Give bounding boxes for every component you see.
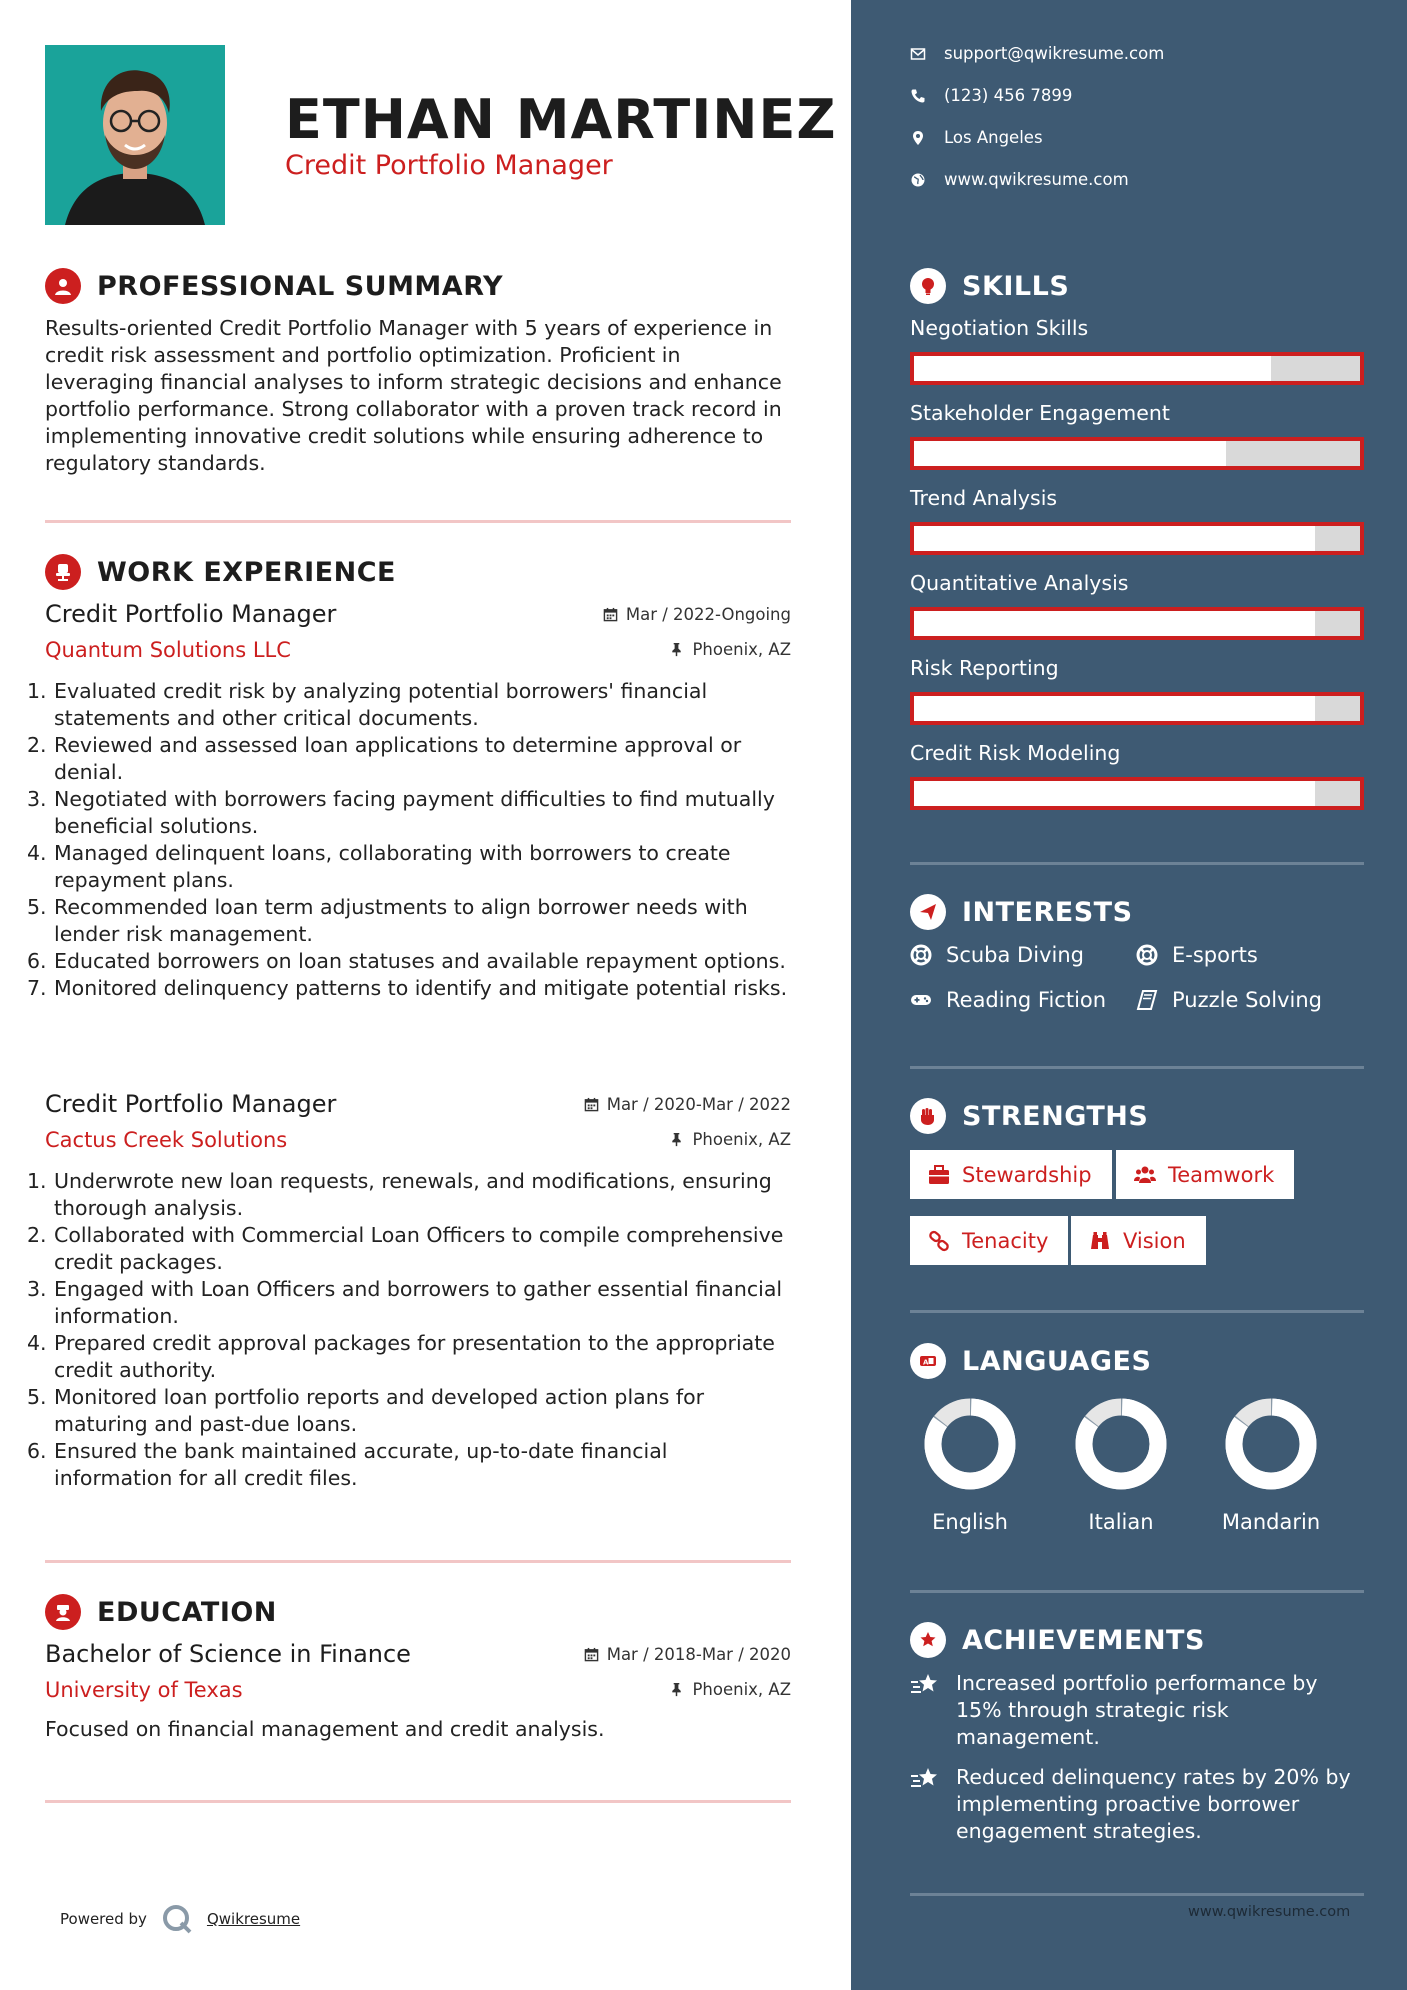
job-entry: [27, 600, 791, 1002]
skill-level-fill: [914, 781, 1315, 806]
footer-website[interactable]: www.qwikresume.com: [1188, 1904, 1351, 1920]
education-date: [584, 1645, 791, 1664]
education-heading-text: EDUCATION: [97, 1596, 277, 1628]
achievements-heading-text: ACHIEVEMENTS: [962, 1624, 1205, 1656]
skills-heading: [910, 268, 1069, 304]
summary-heading-text: PROFESSIONAL SUMMARY: [97, 270, 504, 302]
skill-level-fill: [914, 611, 1315, 636]
language-item: [1201, 1396, 1341, 1534]
skill-level-bar: [910, 522, 1364, 555]
job-location-text: Phoenix, AZ: [692, 640, 791, 659]
binoculars-icon: [1089, 1230, 1111, 1252]
section-divider: [45, 1560, 791, 1563]
contact-location: [910, 128, 1043, 147]
achievement-text: Increased portfolio performance by 15% through strategic risk management.: [956, 1671, 1318, 1749]
calendar-icon: [584, 1097, 599, 1112]
job-title: Credit Portfolio Manager: [45, 600, 337, 628]
strength-tag: [1071, 1216, 1206, 1265]
skills-heading-text: SKILLS: [962, 270, 1070, 302]
lifebuoy-icon: [1136, 944, 1158, 966]
job-bullets: [27, 678, 791, 1002]
languages-heading-text: LANGUAGES: [962, 1345, 1152, 1377]
skill-item: [910, 741, 1364, 810]
qwikresume-logo-icon: [161, 1903, 193, 1935]
achievement-text: Reduced delinquency rates by 20% by implementing proactive borrower engagement strategies.: [956, 1765, 1351, 1843]
contact-email[interactable]: [910, 44, 1164, 63]
translate-icon: [910, 1343, 946, 1379]
contact-phone: [910, 86, 1072, 105]
school-name: University of Texas: [45, 1678, 243, 1702]
pushpin-icon: [669, 1682, 684, 1697]
list-item: 6. Educated borrowers on loan statuses and available repayment options.: [27, 949, 786, 973]
list-item: 4. Managed delinquent loans, collaborating with borrowers to create repayment plans.: [27, 841, 731, 892]
users-icon: [1134, 1164, 1156, 1186]
interests-heading: [910, 894, 1133, 930]
person-portrait-icon: [45, 45, 225, 225]
pushpin-icon: [669, 1132, 684, 1147]
interest-item: [1136, 988, 1322, 1012]
list-item: 3. Engaged with Loan Officers and borrowers to gather essential financial information.: [27, 1277, 783, 1328]
list-item: 1. Evaluated credit risk by analyzing potential borrowers' financial statements and other critical documents.: [27, 679, 708, 730]
language-level-ring: [1073, 1396, 1169, 1492]
interests-heading-text: INTERESTS: [962, 896, 1133, 928]
skill-name: Quantitative Analysis: [910, 571, 1129, 595]
strength-tag: [910, 1216, 1068, 1265]
job-location: [669, 640, 791, 659]
experience-heading: [45, 554, 396, 590]
degree-title: Bachelor of Science in Finance: [45, 1640, 411, 1668]
job-date-text: Mar / 2020-Mar / 2022: [606, 1095, 791, 1114]
calendar-icon: [584, 1647, 599, 1662]
language-name: Italian: [1088, 1510, 1154, 1534]
experience-heading-text: WORK EXPERIENCE: [97, 556, 396, 588]
strength-label: Stewardship: [962, 1162, 1092, 1187]
skill-name: Negotiation Skills: [910, 316, 1089, 340]
globe-icon: [910, 172, 926, 188]
svg-text:A: A: [923, 1358, 929, 1367]
strength-label: Vision: [1123, 1228, 1186, 1253]
strength-tag: [910, 1150, 1112, 1199]
list-item: 2. Collaborated with Commercial Loan Officers to compile comprehensive credit packages.: [27, 1223, 784, 1274]
language-item: [1051, 1396, 1191, 1534]
strength-label: Tenacity: [962, 1228, 1049, 1253]
language-level-ring: [1223, 1396, 1319, 1492]
skill-item: [910, 486, 1364, 555]
interest-item: [910, 988, 1106, 1012]
calendar-icon: [603, 607, 618, 622]
contact-website[interactable]: [910, 170, 1129, 189]
skill-item: [910, 571, 1364, 640]
lifebuoy-icon: [910, 944, 932, 966]
job-company: Cactus Creek Solutions: [45, 1128, 288, 1152]
skill-level-fill: [914, 441, 1226, 466]
section-divider: [910, 1310, 1364, 1313]
language-name: English: [932, 1510, 1008, 1534]
education-entry: [45, 1640, 791, 1743]
strength-label: Teamwork: [1168, 1162, 1275, 1187]
skill-level-bar: [910, 692, 1364, 725]
education-description: Focused on financial management and credit analysis.: [45, 1717, 605, 1741]
job-title: Credit Portfolio Manager: [45, 1090, 337, 1118]
user-circle-icon: [45, 268, 81, 304]
interest-item: [910, 943, 1084, 967]
education-location: [669, 1680, 791, 1699]
list-item: 3. Negotiated with borrowers facing payment difficulties to find mutually beneficial solutions.: [27, 787, 775, 838]
skill-level-bar: [910, 437, 1364, 470]
list-item: 7. Monitored delinquency patterns to identify and mitigate potential risks.: [27, 976, 788, 1000]
job-date: [603, 605, 791, 624]
skill-item: [910, 316, 1364, 385]
summary-heading: [45, 268, 503, 304]
language-level-ring: [922, 1396, 1018, 1492]
gamepad-icon: [910, 989, 932, 1011]
profile-photo: [45, 45, 225, 225]
section-divider: [45, 520, 791, 523]
interest-item: [1136, 943, 1258, 967]
shooting-star-icon: [910, 1766, 940, 1792]
job-date: [584, 1095, 791, 1114]
education-location-text: Phoenix, AZ: [692, 1680, 791, 1699]
contact-email-text[interactable]: support@qwikresume.com: [944, 44, 1165, 63]
section-divider: [910, 862, 1364, 865]
powered-by-label: Powered by: [60, 1910, 147, 1928]
skill-name: Stakeholder Engagement: [910, 401, 1170, 425]
interest-label: Scuba Diving: [946, 943, 1084, 967]
achievements-heading: [910, 1622, 1205, 1658]
paper-plane-icon: [910, 894, 946, 930]
skill-level-fill: [914, 696, 1315, 721]
qwikresume-link[interactable]: Qwikresume: [206, 1910, 301, 1928]
pushpin-icon: [669, 642, 684, 657]
skill-item: [910, 401, 1364, 470]
skill-level-fill: [914, 356, 1271, 381]
contact-location-text: Los Angeles: [944, 128, 1043, 147]
link-icon: [928, 1230, 950, 1252]
contact-phone-text: (123) 456 7899: [944, 86, 1073, 105]
strengths-heading-text: STRENGTHS: [962, 1100, 1149, 1132]
phone-icon: [910, 88, 926, 104]
strength-tag: [1116, 1150, 1294, 1199]
star-badge-icon: [910, 1622, 946, 1658]
graduate-icon: [45, 1594, 81, 1630]
book-icon: [1136, 989, 1158, 1011]
list-item: 6. Ensured the bank maintained accurate, up-to-date financial information for all credit files.: [27, 1439, 668, 1490]
list-item: 5. Monitored loan portfolio reports and developed action plans for maturing and past-due loans.: [27, 1385, 705, 1436]
skill-level-bar: [910, 607, 1364, 640]
list-item: 4. Prepared credit approval packages for presentation to the appropriate credit authority.: [27, 1331, 775, 1382]
job-date-text: Mar / 2022-Ongoing: [625, 605, 791, 624]
interest-label: E-sports: [1172, 943, 1258, 967]
achievement-item: [910, 1670, 1364, 1751]
section-divider: [45, 1800, 791, 1803]
skill-level-fill: [914, 526, 1315, 551]
education-heading: [45, 1594, 277, 1630]
map-marker-icon: [910, 130, 926, 146]
contact-website-text[interactable]: www.qwikresume.com: [944, 170, 1129, 189]
skill-level-bar: [910, 777, 1364, 810]
briefcase-icon: [928, 1164, 950, 1186]
section-divider: [910, 1893, 1364, 1896]
summary-text: Results-oriented Credit Portfolio Manager with 5 years of experience in credit risk assessment and portfolio optimization. Proficient in leveraging financial analyses to inform strategic decisions and enhance portfolio performance. Strong collaborator with a proven track record in implementing innovative credit solutions while ensuring adherence to regulatory standards.: [45, 316, 782, 475]
language-name: Mandarin: [1221, 1510, 1321, 1534]
fist-icon: [910, 1098, 946, 1134]
skill-level-bar: [910, 352, 1364, 385]
list-item: 2. Reviewed and assessed loan applications to determine approval or denial.: [27, 733, 742, 784]
skill-name: Credit Risk Modeling: [910, 741, 1121, 765]
list-item: 1. Underwrote new loan requests, renewals, and modifications, ensuring thorough analysis.: [27, 1169, 772, 1220]
achievement-item: [910, 1764, 1364, 1845]
section-divider: [910, 1066, 1364, 1069]
skill-item: [910, 656, 1364, 725]
strengths-heading: [910, 1098, 1148, 1134]
lightbulb-icon: [910, 268, 946, 304]
education-date-text: Mar / 2018-Mar / 2020: [606, 1645, 791, 1664]
interest-label: Reading Fiction: [946, 988, 1107, 1012]
skill-name: Risk Reporting: [910, 656, 1059, 680]
list-item: 5. Recommended loan term adjustments to align borrower needs with lender risk management.: [27, 895, 748, 946]
job-company: Quantum Solutions LLC: [45, 638, 291, 662]
languages-heading: [910, 1343, 1151, 1379]
shooting-star-icon: [910, 1672, 940, 1698]
envelope-icon: [910, 46, 926, 62]
interest-label: Puzzle Solving: [1172, 988, 1322, 1012]
candidate-title: Credit Portfolio Manager: [285, 150, 613, 181]
powered-by: [60, 1903, 300, 1935]
language-item: [900, 1396, 1040, 1534]
job-bullets: [27, 1168, 791, 1492]
chair-icon: [45, 554, 81, 590]
job-location: [669, 1130, 791, 1149]
candidate-name: ETHAN MARTINEZ: [285, 88, 837, 151]
section-divider: [910, 1590, 1364, 1593]
job-location-text: Phoenix, AZ: [692, 1130, 791, 1149]
job-entry: [27, 1090, 791, 1492]
skill-name: Trend Analysis: [910, 486, 1058, 510]
